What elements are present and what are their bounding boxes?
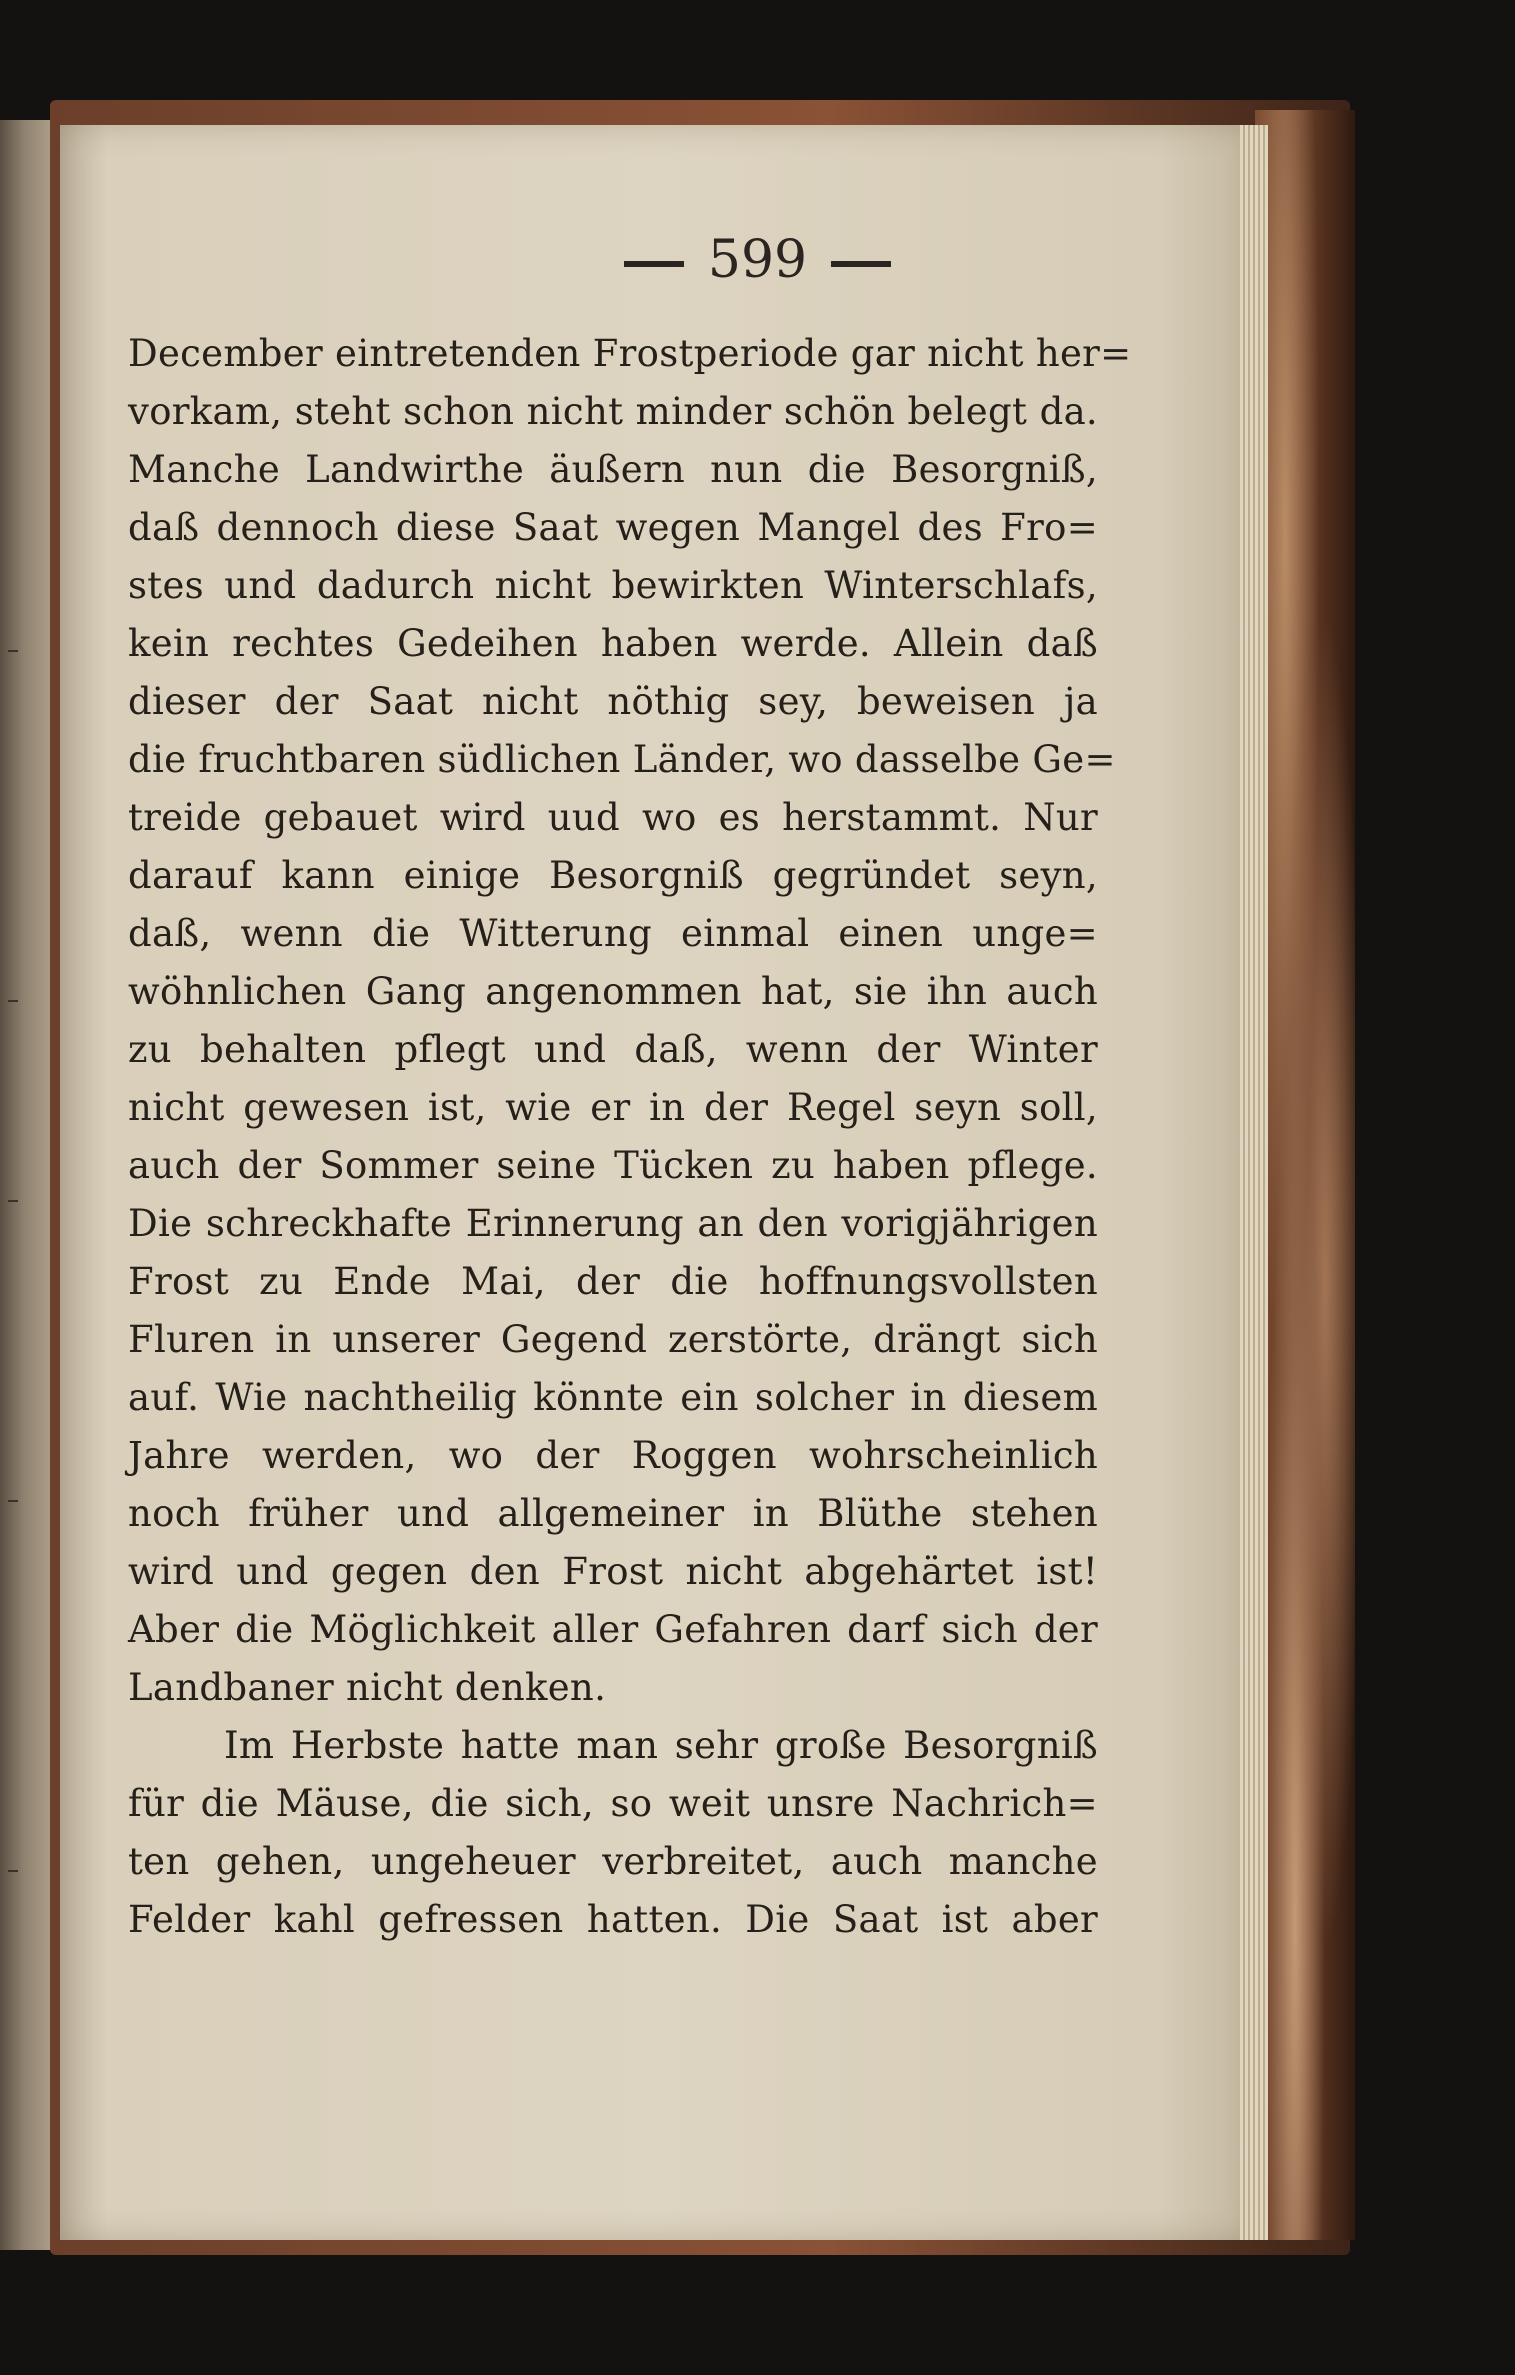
marbled-cover [1255, 110, 1355, 2240]
text-line: Im Herbste hatte man sehr große Besorgniß [224, 1724, 1098, 1767]
text-line: dieser der Saat nicht nöthig sey, beweisen ja [128, 680, 1098, 723]
header-dash-left [624, 261, 684, 267]
page-number: 599 [707, 230, 808, 290]
text-line: darauf kann einige Besorgniß gegründet seyn, [128, 854, 1098, 897]
text-line: stes und dadurch nicht bewirkten Winterschlafs, [128, 564, 1098, 607]
text-line: Felder kahl gefressen hatten. Die Saat ist aber [128, 1898, 1098, 1941]
text-line: Manche Landwirthe äußern nun die Besorgniß, [128, 448, 1098, 491]
text-line: wird und gegen den Frost nicht abgehärtet ist! [128, 1550, 1098, 1593]
text-line: daß dennoch diese Saat wegen Mangel des Fro= [128, 506, 1098, 549]
text-line: für die Mäuse, die sich, so weit unsre Nachrich= [128, 1782, 1098, 1825]
text-line: Landbaner nicht denken. [128, 1666, 607, 1709]
text-line: Frost zu Ende Mai, der die hoffnungsvollsten [128, 1260, 1098, 1303]
facing-page-mark [8, 1500, 18, 1502]
text-line: vorkam, steht schon nicht minder schön belegt da. [128, 390, 1098, 433]
text-line: ten gehen, ungeheuer verbreitet, auch manche [128, 1840, 1098, 1883]
facing-page-mark [8, 1870, 18, 1872]
facing-page-mark [8, 1200, 18, 1202]
body-text [128, 325, 1132, 1949]
text-line: auch der Sommer seine Tücken zu haben pflege. [128, 1144, 1098, 1187]
text-line: die fruchtbaren südlichen Länder, wo dasselbe Ge= [128, 738, 1116, 781]
page-block-edge [1240, 125, 1268, 2240]
page-header [0, 230, 1515, 290]
text-line: kein rechtes Gedeihen haben werde. Allein daß [128, 622, 1098, 665]
text-line: nicht gewesen ist, wie er in der Regel seyn soll, [128, 1086, 1098, 1129]
text-line: treide gebauet wird uud wo es herstammt. Nur [128, 796, 1098, 839]
text-line: auf. Wie nachtheilig könnte ein solcher in diesem [128, 1376, 1098, 1419]
facing-page-mark [8, 650, 18, 652]
text-line: December eintretenden Frostperiode gar nicht her= [128, 332, 1132, 375]
header-dash-right [831, 261, 891, 267]
text-line: Aber die Möglichkeit aller Gefahren darf sich der [128, 1608, 1098, 1651]
text-line: Die schreckhafte Erinnerung an den vorigjährigen [128, 1202, 1098, 1245]
text-line: daß, wenn die Witterung einmal einen unge= [128, 912, 1098, 955]
text-line: wöhnlichen Gang angenommen hat, sie ihn auch [128, 970, 1098, 1013]
text-line: noch früher und allgemeiner in Blüthe stehen [128, 1492, 1098, 1535]
text-line: Jahre werden, wo der Roggen wohrscheinlich [128, 1434, 1098, 1477]
text-line: Fluren in unserer Gegend zerstörte, drängt sich [128, 1318, 1098, 1361]
text-line: zu behalten pflegt und daß, wenn der Winter [128, 1028, 1098, 1071]
facing-page-mark [8, 1000, 18, 1002]
